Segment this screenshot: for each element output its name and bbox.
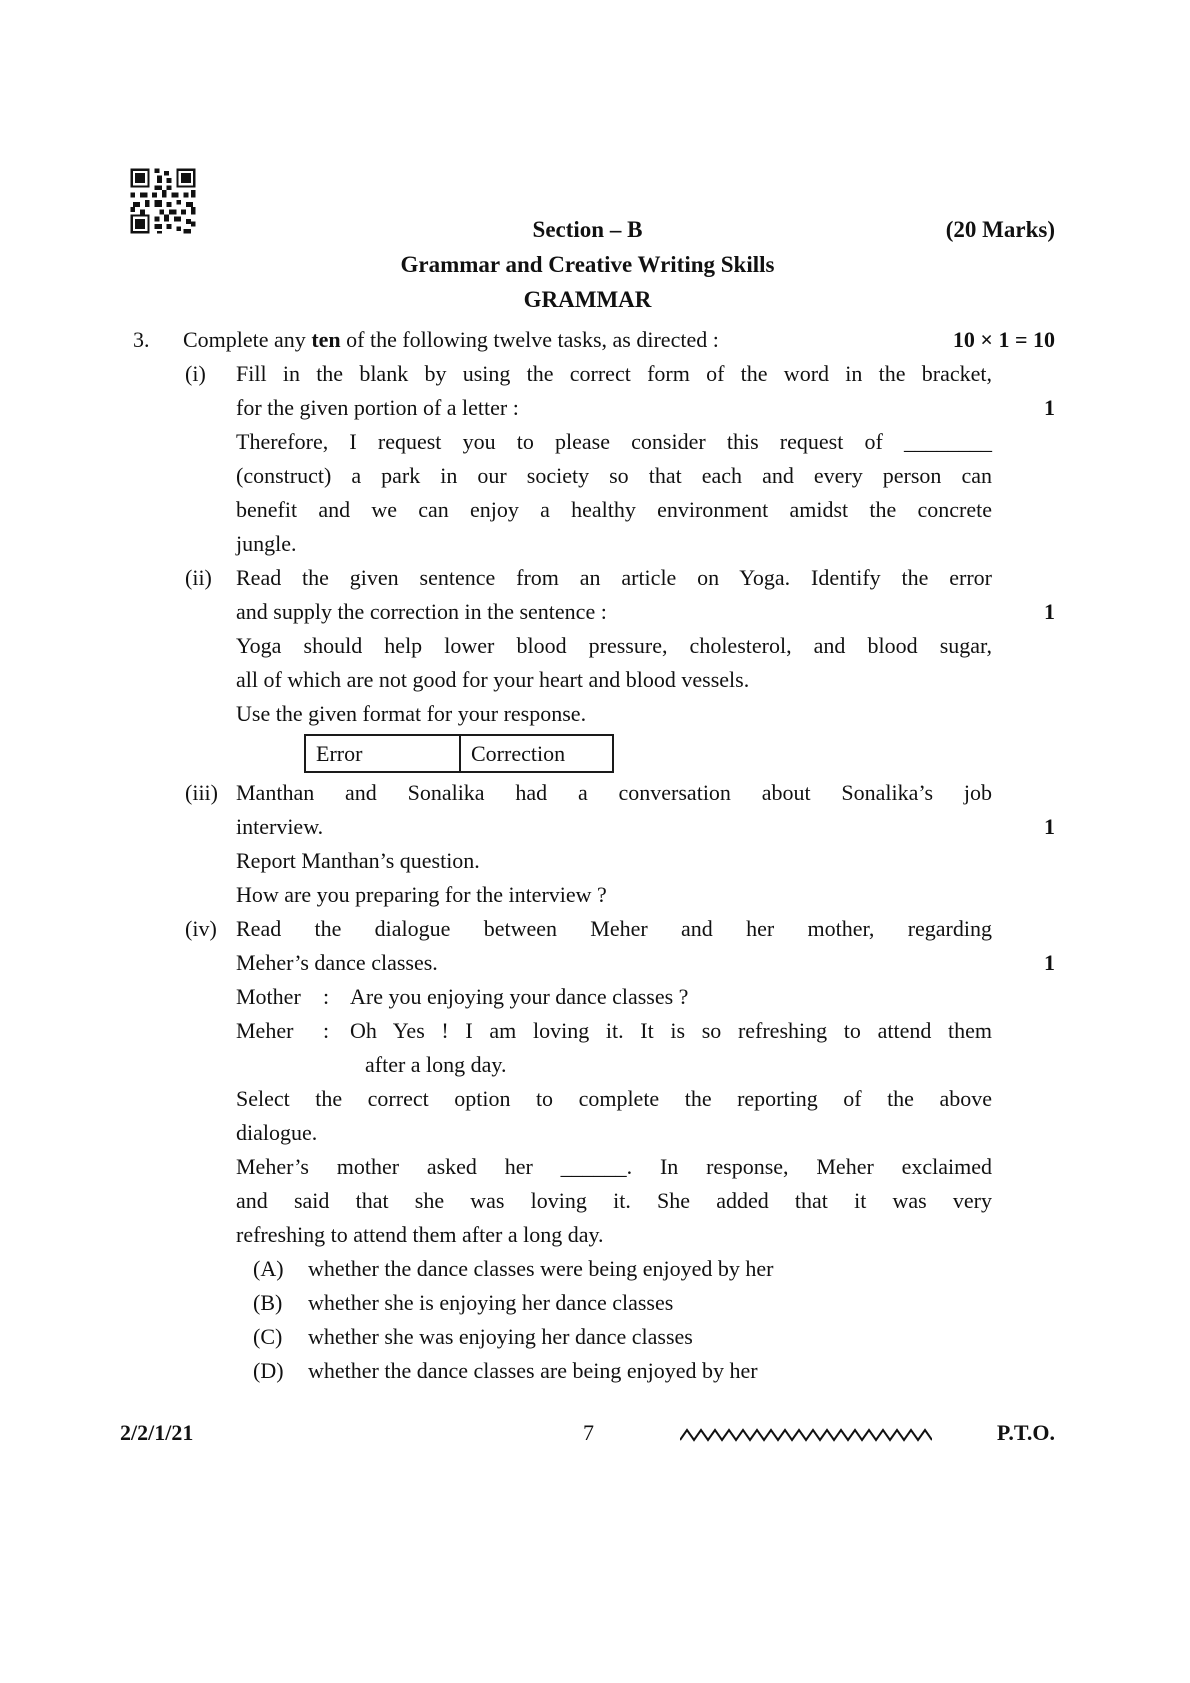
dialogue-colon: : xyxy=(323,984,330,1009)
response-format-table xyxy=(304,734,614,773)
option-text: whether she is enjoying her dance classes xyxy=(308,1290,674,1315)
dialogue-text: Oh Yes ! I am loving it. It is so refreshing to attend them xyxy=(350,1018,992,1043)
mcq-option xyxy=(236,1286,992,1320)
option-label: (C) xyxy=(253,1324,283,1349)
dialogue-colon: : xyxy=(323,1018,330,1043)
squiggle-divider xyxy=(680,1427,932,1443)
mcq-option xyxy=(236,1354,992,1388)
question-line: Yoga should help lower blood pressure, cholesterol, and blood sugar, xyxy=(236,633,992,658)
question-line: Read the given sentence from an article on Yoga. Identify the error xyxy=(236,565,992,590)
marks-value: 1 xyxy=(1044,814,1055,839)
dialogue-line xyxy=(236,1014,992,1048)
question-line: jungle. xyxy=(236,531,297,556)
option-label: (D) xyxy=(253,1358,284,1383)
question-line: Report Manthan’s question. xyxy=(236,848,480,873)
question-line: Manthan and Sonalika had a conversation about Sonalika’s job xyxy=(236,780,992,805)
question-line: How are you preparing for the interview ? xyxy=(236,882,607,907)
question-line: benefit and we can enjoy a healthy environment amidst the concrete xyxy=(236,497,992,522)
question-line: for the given portion of a letter : 1 xyxy=(236,391,992,425)
option-text: whether the dance classes are being enjoyed by her xyxy=(308,1358,758,1383)
section-title-row xyxy=(120,212,1055,247)
part-label: (ii) xyxy=(185,565,212,590)
question-parts xyxy=(120,357,1055,1388)
dialogue-speaker: Meher xyxy=(236,1018,294,1043)
section-marks: (20 Marks) xyxy=(945,217,1055,242)
grammar-heading: GRAMMAR xyxy=(523,287,652,312)
question-total-marks: 10 × 1 = 10 xyxy=(952,327,1055,352)
section-title: Section – B xyxy=(532,217,643,242)
part-body xyxy=(236,912,1055,1388)
dialogue-continuation: after a long day. xyxy=(365,1052,507,1077)
option-label: (A) xyxy=(253,1256,284,1281)
question-line: Select the correct option to complete the reporting of the above xyxy=(236,1086,992,1111)
question-part xyxy=(120,357,1055,561)
part-label: (iii) xyxy=(185,780,218,805)
dialogue-line xyxy=(236,980,992,1014)
mcq-option xyxy=(236,1320,992,1354)
intro-bold-word: ten xyxy=(311,327,341,352)
question-number: 3. xyxy=(133,327,150,352)
question-line: Read the dialogue between Meher and her mother, regarding xyxy=(236,916,992,941)
intro-post: of the following twelve tasks, as directed : xyxy=(340,327,719,352)
paper-code: 2/2/1/21 xyxy=(120,1420,194,1445)
section-header xyxy=(0,0,1190,317)
part-body xyxy=(236,776,1055,912)
question-part xyxy=(120,561,1055,776)
question-line: Fill in the blank by using the correct form of the word in the bracket, xyxy=(236,361,992,386)
question-line: refreshing to attend them after a long day. xyxy=(236,1222,604,1247)
question-3 xyxy=(0,317,1190,1388)
table-header-cell: Error xyxy=(306,736,461,771)
intro-pre: Complete any xyxy=(183,327,312,352)
question-line: Meher’s dance classes. 1 xyxy=(236,946,992,980)
table-header-cell: Correction xyxy=(471,741,566,766)
part-label: (i) xyxy=(185,361,206,386)
part-label: (iv) xyxy=(185,916,217,941)
part-body xyxy=(236,357,1055,561)
question-line: Meher’s mother asked her ______. In response, Meher exclaimed xyxy=(236,1154,992,1179)
question-line: and supply the correction in the sentence : 1 xyxy=(236,595,992,629)
question-line: and said that she was loving it. She added that it was very xyxy=(236,1188,992,1213)
question-part xyxy=(120,776,1055,912)
question-line: (construct) a park in our society so that each and every person can xyxy=(236,463,992,488)
section-subtitle: Grammar and Creative Writing Skills xyxy=(400,252,775,277)
question-line: interview. 1 xyxy=(236,810,992,844)
marks-value: 1 xyxy=(1044,395,1055,420)
part-body xyxy=(236,561,1055,776)
page-footer xyxy=(120,1416,1055,1452)
option-text: whether the dance classes were being enjoyed by her xyxy=(308,1256,774,1281)
question-line: Therefore, I request you to please consider this request of ________ xyxy=(236,429,992,454)
mcq-option xyxy=(236,1252,992,1286)
page-number: 7 xyxy=(583,1420,594,1445)
marks-value: 1 xyxy=(1044,599,1055,624)
option-text: whether she was enjoying her dance classes xyxy=(308,1324,693,1349)
question-line: Use the given format for your response. xyxy=(236,701,587,726)
question-line: all of which are not good for your heart and blood vessels. xyxy=(236,667,750,692)
question-part xyxy=(120,912,1055,1388)
question-line: dialogue. xyxy=(236,1120,318,1145)
question-intro-text xyxy=(183,323,953,357)
dialogue-text: Are you enjoying your dance classes ? xyxy=(350,984,689,1009)
marks-value: 1 xyxy=(1044,950,1055,975)
dialogue-speaker: Mother xyxy=(236,984,301,1009)
option-label: (B) xyxy=(253,1290,283,1315)
pto-label: P.T.O. xyxy=(996,1420,1055,1445)
question-intro-row xyxy=(120,323,1055,357)
